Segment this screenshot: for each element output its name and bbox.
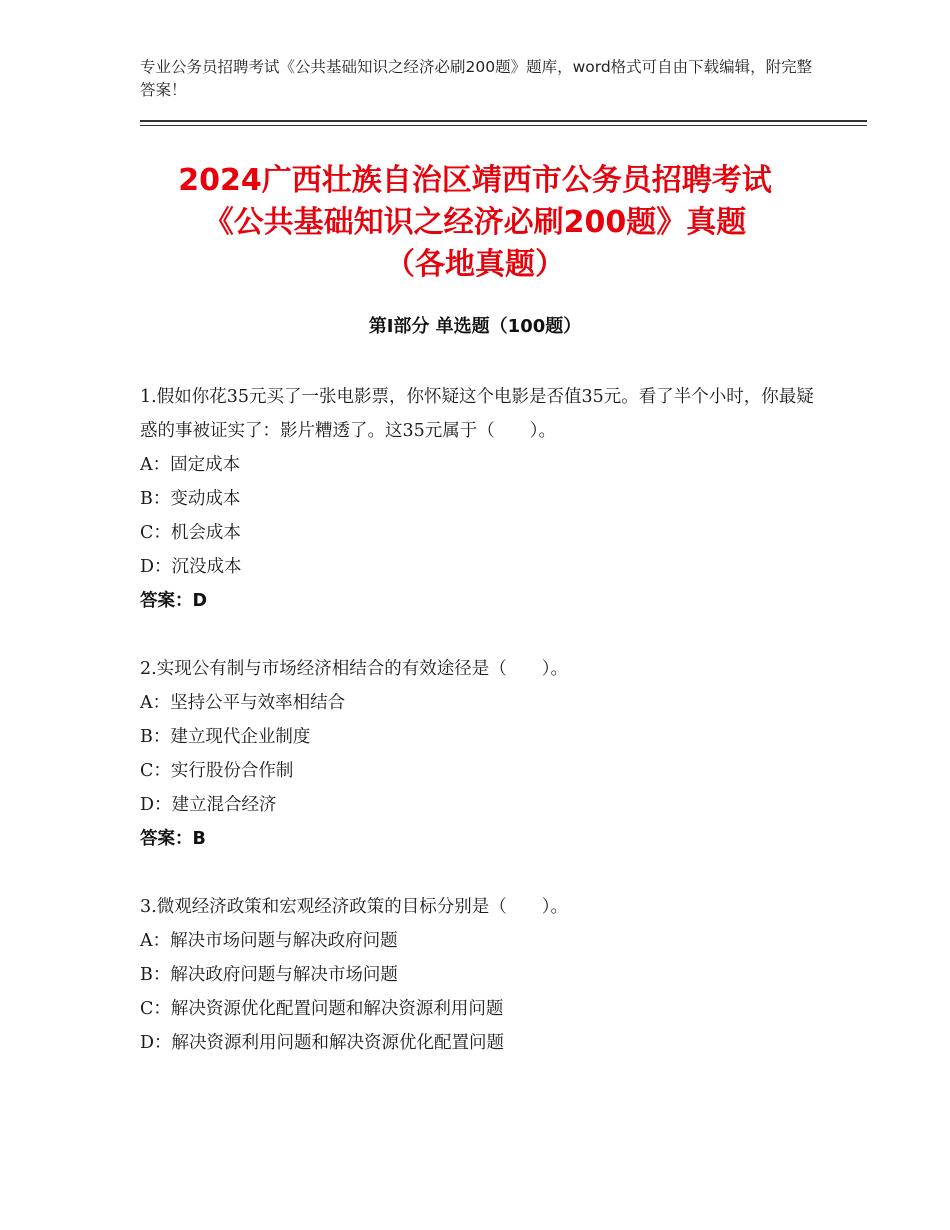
option-a: A：坚持公平与效率相结合 [140, 693, 346, 713]
option-c: C：解决资源优化配置问题和解决资源利用问题 [140, 999, 504, 1019]
header-divider-thick [140, 120, 867, 122]
title-line-1: 2024广西壮族自治区靖西市公务员招聘考试 [178, 163, 772, 198]
answer-line: 答案：D [140, 591, 208, 611]
question-item [140, 890, 820, 1060]
question-stem: 2.实现公有制与市场经济相结合的有效途径是（ ）。 [140, 659, 568, 679]
answer-line: 答案：B [140, 829, 206, 849]
header-divider-thin [140, 125, 867, 126]
question-item [140, 380, 820, 618]
option-c: C：实行股份合作制 [140, 761, 294, 781]
option-b: B：变动成本 [140, 489, 241, 509]
document-title [100, 160, 850, 286]
option-c: C：机会成本 [140, 523, 241, 543]
option-b: B：建立现代企业制度 [140, 727, 311, 747]
question-spacer [140, 856, 820, 890]
question-spacer [140, 618, 820, 652]
question-item [140, 652, 820, 856]
question-stem: 1.假如你花35元买了一张电影票，你怀疑这个电影是否值35元。看了半个小时，你最疑惑的事被证实了：影片糟透了。这35元属于（ ）。 [140, 387, 814, 441]
section-heading: 第Ⅰ部分 单选题（100题） [368, 316, 582, 337]
option-d: D：沉没成本 [140, 557, 242, 577]
option-d: D：建立混合经济 [140, 795, 277, 815]
title-line-2: 《公共基础知识之经济必刷200题》真题 [203, 205, 747, 240]
document-header-note: 专业公务员招聘考试《公共基础知识之经济必刷200题》题库，word格式可自由下载编辑，附完整答案！ [140, 58, 813, 99]
title-line-3: （各地真题） [385, 247, 565, 282]
question-list [140, 380, 820, 1060]
option-b: B：解决政府问题与解决市场问题 [140, 965, 398, 985]
option-a: A：固定成本 [140, 455, 241, 475]
question-stem: 3.微观经济政策和宏观经济政策的目标分别是（ ）。 [140, 897, 568, 917]
option-a: A：解决市场问题与解决政府问题 [140, 931, 398, 951]
option-d: D：解决资源利用问题和解决资源优化配置问题 [140, 1033, 505, 1053]
